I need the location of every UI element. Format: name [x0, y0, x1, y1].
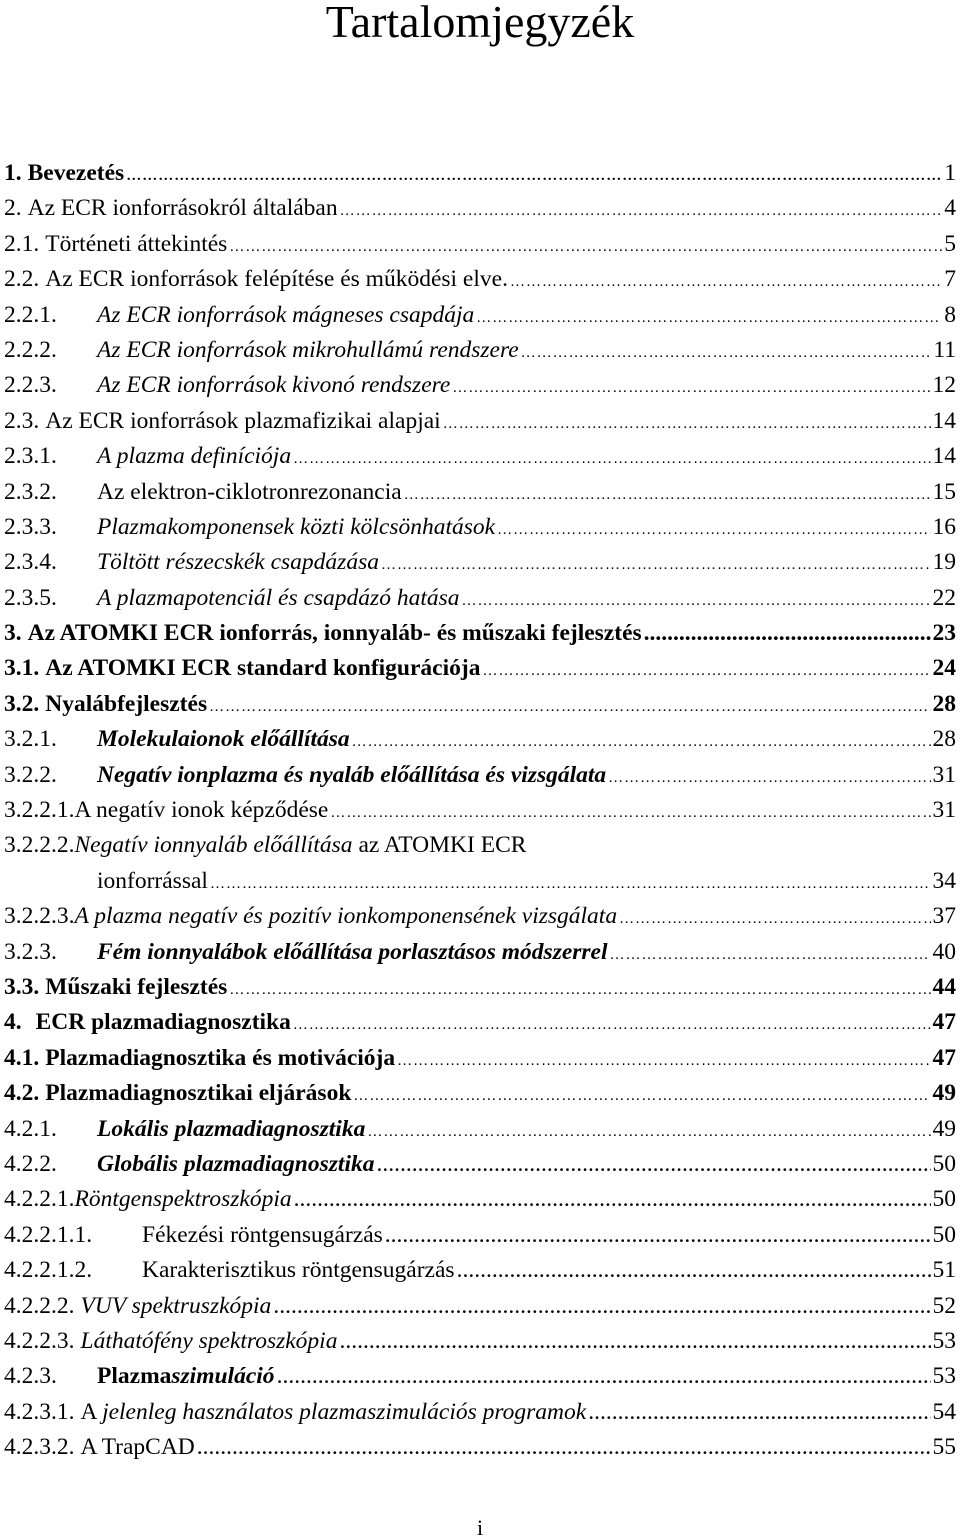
entry-title: Molekulaionok előállítása: [97, 726, 350, 753]
entry-number: 2.3.2.: [4, 478, 57, 505]
table-of-contents: [4, 156, 956, 1465]
entry-number: 2.3.1.: [4, 443, 57, 470]
toc-entry-4-1[interactable]: [4, 1041, 956, 1076]
entry-number: 2.3.5.: [4, 584, 57, 611]
dot-leader: [404, 475, 931, 513]
dot-leader: [209, 687, 930, 725]
toc-entry-3-2-2-3[interactable]: [4, 899, 956, 934]
toc-entry-3-2-2-2[interactable]: [4, 828, 956, 899]
entry-page: 34: [932, 867, 956, 894]
entry-title: Töltött részecskék csapdázása: [97, 549, 379, 576]
dot-leader: [510, 262, 942, 300]
toc-entry-3-2-1[interactable]: [4, 722, 956, 757]
entry-page: 12: [932, 372, 956, 399]
entry-number: 3.: [4, 620, 22, 647]
dot-leader: [376, 1147, 930, 1182]
entry-title: Az ATOMKI ECR ionforrás, ionnyaláb- és műszaki fejlesztés: [27, 620, 642, 647]
entry-title: A TrapCAD: [80, 1434, 195, 1461]
entry-title-bold-italic: szimuláció: [171, 1363, 275, 1390]
toc-entry-3[interactable]: [4, 616, 956, 651]
toc-entry-2-3-2[interactable]: [4, 475, 956, 510]
entry-page: 8: [944, 301, 956, 328]
entry-page: 47: [932, 1044, 956, 1071]
entry-title: Karakterisztikus röntgensugárzás: [142, 1257, 455, 1284]
entry-number: 2.1.: [4, 230, 40, 257]
entry-page: 37: [932, 903, 956, 930]
entry-title: Fékezési röntgensugárzás: [142, 1221, 383, 1248]
entry-number: 4.2.2.: [4, 1150, 57, 1177]
toc-entry-3-2[interactable]: [4, 687, 956, 722]
toc-entry-3-3[interactable]: [4, 970, 956, 1005]
dot-leader: [385, 1218, 931, 1253]
entry-title: Az ECR ionforrások plazmafizikai alapjai: [45, 407, 441, 434]
toc-entry-3-2-2-1[interactable]: [4, 793, 956, 828]
dot-leader: [482, 651, 930, 689]
toc-entry-2-2-3[interactable]: [4, 368, 956, 403]
entry-title: Az ECR ionforrások mágneses csapdája: [97, 301, 475, 328]
entry-page: 5: [944, 230, 956, 257]
entry-number: 3.2.2.1.: [4, 797, 75, 824]
dot-leader: [462, 581, 931, 619]
entry-number: 2.3.: [4, 407, 40, 434]
entry-page: 49: [932, 1115, 956, 1142]
toc-entry-4-2-2-1[interactable]: [4, 1182, 956, 1217]
dot-leader: [644, 616, 931, 651]
entry-page: 53: [932, 1327, 956, 1354]
entry-title-plain: A: [80, 1398, 103, 1425]
entry-page: 31: [932, 761, 956, 788]
dot-leader: [476, 298, 942, 336]
dot-leader: [608, 758, 930, 796]
toc-entry-4-2-2-1-2[interactable]: [4, 1253, 956, 1288]
toc-entry-2-2[interactable]: [4, 262, 956, 297]
entry-title: A plazmapotenciál és csapdázó hatása: [97, 584, 460, 611]
entry-page: 55: [932, 1434, 956, 1461]
entry-page: 54: [932, 1398, 956, 1425]
entry-title: A plazma negatív és pozitív ionkomponensének vizsgálata: [74, 903, 618, 930]
toc-entry-2-3-4[interactable]: [4, 545, 956, 580]
toc-entry-3-1[interactable]: [4, 651, 956, 686]
entry-number: 3.2.2.: [4, 761, 57, 788]
entry-title: Az ECR ionforrások kivonó rendszere: [97, 372, 451, 399]
entry-page: 11: [933, 336, 956, 363]
entry-number: 4.2.2.1.1.: [4, 1221, 93, 1248]
toc-entry-2-1[interactable]: [4, 227, 956, 262]
entry-page: 23: [932, 620, 956, 647]
entry-number: 3.2.2.2.: [4, 832, 75, 859]
entry-number: 3.2.1.: [4, 726, 57, 753]
dot-leader: [443, 404, 931, 442]
entry-title: Fém ionnyalábok előállítása porlasztásos módszerrel: [97, 938, 608, 965]
entry-number: 4.2.2.3.: [4, 1327, 75, 1354]
entry-title: VUV spektruszkópia: [80, 1292, 272, 1319]
toc-entry-2-3-1[interactable]: [4, 439, 956, 474]
entry-page: 22: [932, 584, 956, 611]
dot-leader: [229, 970, 930, 1008]
entry-title: Plazmadiagnosztikai eljárások: [45, 1080, 352, 1107]
entry-page: 28: [932, 690, 956, 717]
dot-leader: [293, 1005, 931, 1043]
toc-entry-4-2-2-1-1[interactable]: [4, 1218, 956, 1253]
entry-page: 44: [932, 974, 956, 1000]
entry-number: 3.3.: [4, 974, 40, 1000]
entry-page: 50: [932, 1186, 956, 1213]
entry-number: 2.2.: [4, 266, 40, 293]
toc-entry-4-2-2-3[interactable]: [4, 1324, 956, 1359]
entry-number: 4.2.3.: [4, 1363, 57, 1390]
entry-title: Láthatófény spektroszkópia: [80, 1327, 338, 1354]
entry-title: [81, 1395, 587, 1430]
toc-entry-3-2-2[interactable]: [4, 758, 956, 793]
entry-page: 31: [932, 797, 956, 824]
dot-leader: [273, 1289, 930, 1324]
toc-entry-1[interactable]: [4, 156, 956, 191]
entry-page: 14: [932, 443, 956, 470]
entry-title: Globális plazmadiagnosztika: [97, 1150, 375, 1177]
toc-entry-4-2-3-1[interactable]: [4, 1395, 956, 1430]
toc-entry-4[interactable]: [4, 1005, 956, 1040]
entry-number: 4.2.: [4, 1080, 40, 1107]
entry-page: 15: [932, 478, 956, 505]
dot-leader: [229, 227, 942, 265]
entry-number: 2.: [4, 195, 22, 222]
dot-leader: [497, 510, 930, 548]
entry-number: 3.2.2.3.: [4, 903, 75, 930]
dot-leader: [619, 899, 930, 937]
entry-title-rest: az ATOMKI ECR: [352, 832, 527, 859]
dot-leader: [353, 1076, 930, 1114]
dot-leader: [452, 368, 930, 406]
entry-number: 4.2.2.1.2.: [4, 1257, 93, 1284]
dot-leader: [381, 545, 931, 583]
entry-title-italic: Negatív ionnyaláb előállítása: [74, 832, 353, 859]
entry-number: 3.2.3.: [4, 938, 57, 965]
entry-title: Plazmadiagnosztika és motivációja: [45, 1044, 396, 1071]
entry-page: 49: [932, 1080, 956, 1107]
entry-number: 3.1.: [4, 655, 40, 682]
entry-page: 14: [932, 407, 956, 434]
toc-entry-4-2-1[interactable]: [4, 1112, 956, 1147]
toc-entry-2[interactable]: [4, 191, 956, 226]
entry-title: Lokális plazmadiagnosztika: [97, 1115, 366, 1142]
toc-entry-4-2-3[interactable]: [4, 1359, 956, 1394]
toc-entry-4-2-2-2[interactable]: [4, 1289, 956, 1324]
page-title: Tartalomjegyzék: [325, 0, 635, 47]
dot-leader: [610, 935, 931, 973]
entry-title: [97, 1359, 275, 1394]
dot-leader: [330, 793, 930, 831]
entry-number: 2.2.2.: [4, 336, 57, 363]
dot-leader: [367, 1112, 930, 1150]
entry-page: 52: [932, 1292, 956, 1319]
toc-entry-2-3[interactable]: [4, 404, 956, 439]
entry-title: Műszaki fejlesztés: [45, 974, 228, 1000]
entry-page: 19: [932, 549, 956, 576]
entry-number: 2.2.3.: [4, 372, 57, 399]
entry-page: 7: [944, 266, 956, 293]
entry-page: 16: [932, 513, 956, 540]
dot-leader: [457, 1253, 931, 1288]
dot-leader: [210, 864, 931, 902]
entry-number: 4.2.2.2.: [4, 1292, 75, 1319]
entry-title: Az ECR ionforrások felépítése és működési elve.: [45, 266, 508, 293]
entry-number: 4.2.3.1.: [4, 1398, 75, 1425]
entry-title: A plazma definíciója: [97, 443, 292, 470]
entry-number: 1.: [4, 160, 22, 186]
entry-title: Röntgenspektroszkópia: [74, 1186, 292, 1213]
page-number-footer: i: [476, 1515, 484, 1540]
entry-number: 4.2.1.: [4, 1115, 57, 1142]
entry-page: 50: [932, 1150, 956, 1177]
dot-leader: [340, 191, 943, 229]
entry-title: Az ATOMKI ECR standard konfigurációja: [45, 655, 481, 682]
entry-title: Plazmakomponensek közti kölcsönhatások: [97, 513, 496, 540]
entry-title: A negatív ionok képződése: [74, 797, 329, 824]
dot-leader: [277, 1359, 931, 1394]
dot-leader: [339, 1324, 930, 1359]
entry-page: 47: [932, 1009, 956, 1036]
dot-leader: [397, 1041, 930, 1079]
entry-title: Bevezetés: [27, 160, 125, 186]
toc-entry-3-2-3[interactable]: [4, 935, 956, 970]
toc-entry-2-2-1[interactable]: [4, 298, 956, 333]
toc-entry-4-2-2[interactable]: [4, 1147, 956, 1182]
dot-leader: [126, 156, 942, 194]
entry-title: Az ECR ionforrásokról általában: [27, 195, 338, 222]
entry-title-continued: ionforrással: [97, 867, 208, 894]
toc-entry-2-2-2[interactable]: [4, 333, 956, 368]
entry-title: Negatív ionplazma és nyaláb előállítása és vizsgálata: [97, 761, 607, 788]
entry-title-italic: jelenleg használatos plazmaszimulációs programok: [102, 1398, 587, 1425]
entry-page: 50: [932, 1221, 956, 1248]
entry-page: 40: [932, 938, 956, 965]
entry-page: 28: [932, 726, 956, 753]
dot-leader: [588, 1395, 930, 1430]
entry-number: 3.2.: [4, 690, 40, 717]
dot-leader: [352, 722, 931, 760]
entry-page: 53: [932, 1363, 956, 1390]
entry-page: 24: [932, 655, 956, 682]
entry-title: Történeti áttekintés: [45, 230, 228, 257]
dot-leader: [293, 439, 930, 477]
entry-title: Az elektron-ciklotronrezonancia: [97, 478, 402, 505]
entry-number: 4.1.: [4, 1044, 40, 1071]
entry-number: 2.2.1.: [4, 301, 57, 328]
entry-number: 2.3.4.: [4, 549, 57, 576]
entry-number: 2.3.3.: [4, 513, 57, 540]
toc-entry-2-3-3[interactable]: [4, 510, 956, 545]
entry-number: 4.2.2.1.: [4, 1186, 75, 1213]
entry-page: 4: [944, 195, 956, 222]
entry-title: Nyalábfejlesztés: [45, 690, 208, 717]
entry-number: 4.: [4, 1009, 22, 1036]
toc-entry-2-3-5[interactable]: [4, 581, 956, 616]
toc-entry-4-2[interactable]: [4, 1076, 956, 1111]
entry-number: 4.2.3.2.: [4, 1434, 75, 1461]
entry-page: 51: [932, 1257, 956, 1284]
entry-title-bold: Plazma: [97, 1363, 172, 1390]
entry-title: Az ECR ionforrások mikrohullámú rendszere: [97, 336, 519, 363]
dot-leader: [521, 333, 932, 371]
toc-entry-4-2-3-2[interactable]: [4, 1430, 956, 1465]
entry-page: 1: [944, 160, 956, 186]
entry-title: ECR plazmadiagnosztika: [35, 1009, 291, 1036]
dot-leader: [197, 1430, 931, 1465]
dot-leader: [294, 1182, 931, 1217]
